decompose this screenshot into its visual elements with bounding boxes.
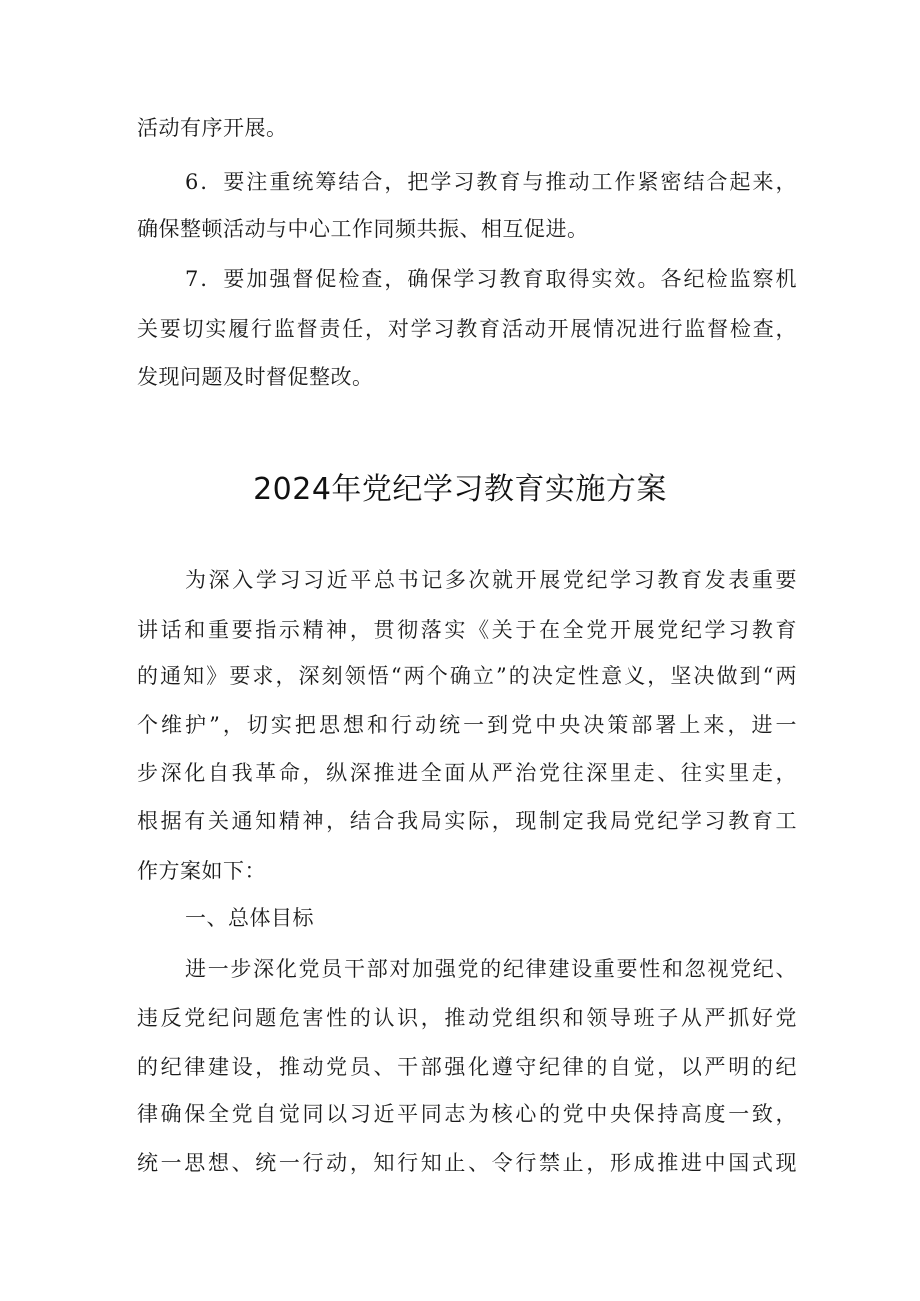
paragraph-line: 讲话和重要指示精神，贯彻落实《关于在全党开展党纪学习教育 xyxy=(137,618,797,642)
paragraph-line: 6．要注重统筹结合，把学习教育与推动工作紧密结合起来， xyxy=(185,170,797,194)
paragraph-line: 根据有关通知精神，结合我局实际，现制定我局党纪学习教育工 xyxy=(137,809,797,833)
paragraph-line: 的通知》要求，深刻领悟“两个确立”的决定性意义，坚决做到“两 xyxy=(137,664,797,688)
document-title: 2024年党纪学习教育实施方案 xyxy=(253,472,667,507)
paragraph-line: 为深入学习习近平总书记多次就开展党纪学习教育发表重要 xyxy=(185,568,797,592)
section-heading: 一、总体目标 xyxy=(185,906,314,930)
paragraph-line: 个维护”，切实把思想和行动统一到党中央决策部署上来，进一 xyxy=(137,713,797,737)
paragraph-line: 进一步深化党员干部对加强党的纪律建设重要性和忽视党纪、 xyxy=(185,957,797,981)
paragraph-line: 活动有序开展。 xyxy=(137,116,288,140)
paragraph-line: 发现问题及时督促整改。 xyxy=(137,365,374,389)
paragraph-line: 7．要加强督促检查，确保学习教育取得实效。各纪检监察机 xyxy=(185,267,797,291)
paragraph-line: 统一思想、统一行动，知行知止、令行禁止，形成推进中国式现 xyxy=(137,1151,797,1175)
paragraph-line: 的纪律建设，推动党员、干部强化遵守纪律的自觉，以严明的纪 xyxy=(137,1055,797,1079)
paragraph-line: 作方案如下： xyxy=(137,859,266,883)
paragraph-line: 确保整顿活动与中心工作同频共振、相互促进。 xyxy=(137,217,589,241)
paragraph-line: 律确保全党自觉同以习近平同志为核心的党中央保持高度一致， xyxy=(137,1102,797,1126)
paragraph-line: 违反党纪问题危害性的认识，推动党组织和领导班子从严抓好党 xyxy=(137,1006,797,1030)
paragraph-line: 关要切实履行监督责任，对学习教育活动开展情况进行监督检查， xyxy=(137,317,797,341)
paragraph-line: 步深化自我革命，纵深推进全面从严治党往深里走、往实里走， xyxy=(137,761,797,785)
